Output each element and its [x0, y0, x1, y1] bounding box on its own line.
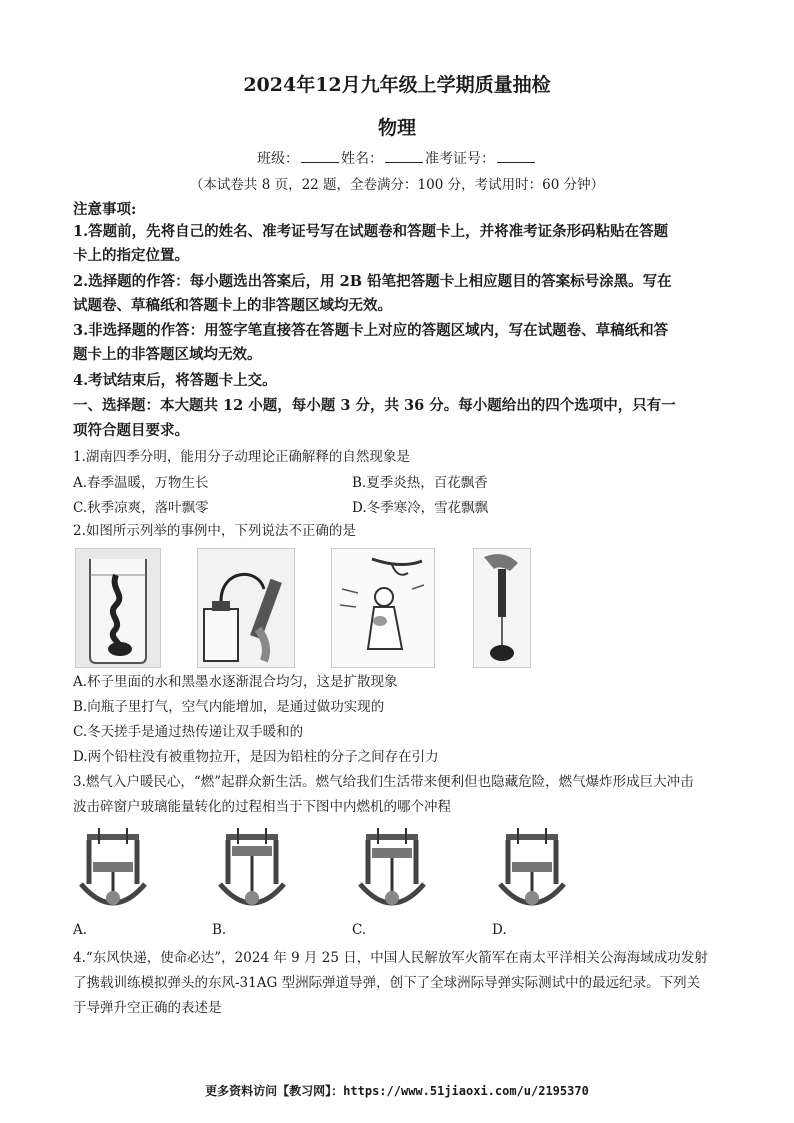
class-blank [301, 150, 339, 163]
note-4: 4.考试结束后，将答题卡上交。 [73, 372, 277, 389]
student-info-line [0, 148, 794, 168]
q1-option-d: D.冬季寒冷，雪花飘飘 [352, 500, 489, 516]
engine-stroke-d-figure [492, 828, 572, 914]
engine-stroke-b-figure [212, 828, 292, 914]
q2-option-d: D.两个铅柱没有被重物拉开，是因为铅柱的分子之间存在引力 [73, 749, 439, 765]
engine-label-c: C. [352, 922, 367, 938]
notes-heading: 注意事项: [73, 201, 137, 218]
q4-stem-b: 了携载训练模拟弹头的东风-31AG 型洲际弹道导弹，创下了全球洲际导弹实际测试中的最远纪录。下列关 [73, 975, 701, 991]
q2-stem: 2.如图所示列举的事例中，下列说法不正确的是 [73, 523, 356, 539]
note-1b: 卡上的指定位置。 [73, 247, 189, 264]
name-blank [385, 150, 423, 163]
engine-stroke-a-figure [73, 828, 153, 914]
q2-figure-bottle-pump [197, 548, 295, 668]
section1-heading-b: 项符合题目要求。 [73, 422, 189, 439]
q3-stem-a: 3.燃气入户暖民心，“燃”起群众新生活。燃气给我们生活带来便利但也隐藏危险，燃气爆炸形成巨大冲击 [73, 774, 694, 790]
id-blank [497, 150, 535, 163]
engine-label-d: D. [492, 922, 507, 938]
q1-option-b: B.夏季炎热，百花飘香 [352, 475, 488, 491]
note-2a: 2.选择题的作答：每小题选出答案后，用 2B 铅笔把答题卡上相应题目的答案标号涂黑。写在 [73, 273, 672, 290]
note-1a: 1.答题前，先将自己的姓名、准考证号写在试题卷和答题卡上，并将准考证条形码粘贴在答题 [73, 223, 669, 240]
id-label: 准考证号： [425, 151, 495, 167]
class-label: 班级： [257, 151, 299, 167]
name-label: 姓名： [341, 151, 383, 167]
q2-figure-lead-cylinders [473, 548, 531, 668]
engine-label-b: B. [212, 922, 227, 938]
engine-label-a: A. [73, 922, 88, 938]
q4-stem-a: 4.“东风快递，使命必达”，2024 年 9 月 25 日，中国人民解放军火箭军在南太平洋相关公海海域成功发射 [73, 950, 708, 966]
q2-option-b: B.向瓶子里打气，空气内能增加，是通过做功实现的 [73, 699, 385, 715]
q2-option-a: A.杯子里面的水和黑墨水逐渐混合均匀，这是扩散现象 [73, 674, 398, 690]
q1-stem: 1.湖南四季分明，能用分子动理论正确解释的自然现象是 [73, 449, 410, 465]
note-3a: 3.非选择题的作答：用签字笔直接答在答题卡上对应的答题区域内，写在试题卷、草稿纸和答 [73, 322, 669, 339]
q4-stem-c: 于导弹升空正确的表述是 [73, 1000, 222, 1016]
footer-link[interactable]: 更多资料访问【教习网】：https://www.51jiaoxi.com/u/2195370 [205, 1084, 589, 1098]
exam-info: （本试卷共 8 页，22 题，全卷满分：100 分，考试用时：60 分钟） [189, 177, 605, 193]
note-2b: 试题卷、草稿纸和答题卡上的非答题区域均无效。 [73, 297, 392, 314]
section1-heading-a: 一、选择题：本大题共 12 小题，每小题 3 分，共 36 分。每小题给出的四个选项中，只有一 [73, 397, 676, 414]
q2-figure-ink-diffusion [75, 548, 161, 668]
q2-figure-rubbing-hands [331, 548, 435, 668]
subject-title: 物理 [377, 117, 416, 139]
note-3b: 题卡上的非答题区域均无效。 [73, 346, 262, 363]
q2-option-c: C.冬天搓手是通过热传递让双手暖和的 [73, 724, 304, 740]
q1-option-c: C.秋季凉爽，落叶飘零 [73, 500, 209, 516]
engine-stroke-c-figure [352, 828, 432, 914]
q3-stem-b: 波击碎窗户玻璃能量转化的过程相当于下图中内燃机的哪个冲程 [73, 799, 451, 815]
page-title: 2024年12月九年级上学期质量抽检 [243, 74, 551, 96]
q1-option-a: A.春季温暖，万物生长 [73, 475, 209, 491]
